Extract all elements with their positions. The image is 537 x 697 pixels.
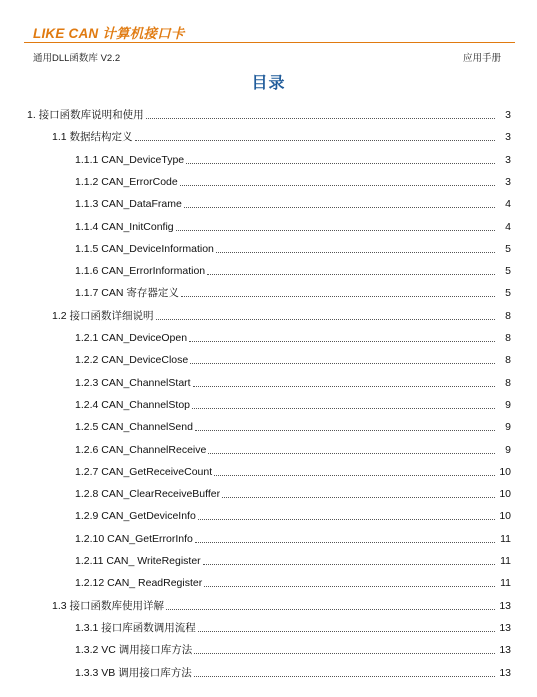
toc-entry-label: 1.3 接口函数库使用详解: [52, 599, 165, 612]
toc-entry[interactable]: [0, 256, 537, 278]
toc-entry-label: 1.1.4 CAN_InitConfig: [75, 220, 174, 233]
toc-entry[interactable]: [0, 278, 537, 300]
toc-entry-label: 1.1.3 CAN_DataFrame: [75, 198, 182, 211]
toc-entry-page: 3: [505, 153, 511, 166]
toc-entry-label: 1.3.3 VB 调用接口库方法: [75, 666, 192, 679]
header-doc-type: 应用手册: [462, 53, 501, 64]
toc-entry[interactable]: [0, 613, 537, 635]
toc-leader-dots: [195, 542, 495, 543]
toc-leader-dots: [193, 386, 495, 387]
toc-entry-page: 3: [505, 175, 511, 188]
toc-leader-dots: [181, 296, 495, 297]
toc-entry-label: 1.2.4 CAN_ChannelStop: [75, 398, 190, 411]
toc-entry-label: 1.3.1 接口库函数调用流程: [75, 621, 196, 634]
header-rule: [24, 42, 515, 43]
toc-leader-dots: [207, 274, 495, 275]
toc-entry[interactable]: [0, 501, 537, 523]
toc-entry-page: 4: [505, 220, 511, 233]
toc-entry-label: 1.1.2 CAN_ErrorCode: [75, 175, 178, 188]
toc-entry-page: 3: [505, 131, 511, 144]
toc-leader-dots: [180, 185, 495, 186]
toc-entry-label: 1.1.7 CAN 寄存器定义: [75, 287, 179, 300]
toc-entry-label: 1. 接口函数库说明和使用: [27, 109, 144, 121]
toc-leader-dots: [190, 363, 495, 364]
toc-leader-dots: [184, 207, 495, 208]
toc-leader-dots: [195, 430, 495, 431]
toc-entry-page: 11: [500, 577, 511, 590]
toc-entry[interactable]: [0, 658, 537, 680]
toc-leader-dots: [222, 497, 495, 498]
toc-entry-label: 1.2.2 CAN_DeviceClose: [75, 354, 189, 367]
toc-entry-page: 5: [505, 242, 511, 255]
toc-entry-page: 9: [505, 421, 511, 434]
toc-entry-label: 1.1.5 CAN_DeviceInformation: [75, 242, 214, 255]
toc-entry-page: 13: [499, 666, 511, 679]
toc-entry-label: 1.2.10 CAN_GetErrorInfo: [75, 532, 193, 545]
toc-entry[interactable]: [0, 323, 537, 345]
toc-entry-label: 1.1 数据结构定义: [52, 131, 133, 144]
toc-entry[interactable]: [0, 145, 537, 167]
toc-leader-dots: [189, 341, 495, 342]
toc-entry[interactable]: [0, 635, 537, 657]
header-doc-version: 通用DLL函数库 V2.2: [33, 53, 121, 64]
toc-leader-dots: [194, 676, 495, 677]
toc-leader-dots: [135, 140, 495, 141]
toc-leader-dots: [186, 163, 495, 164]
toc-leader-dots: [198, 519, 495, 520]
toc-entry-label: 1.2 接口函数详细说明: [52, 309, 154, 322]
toc-entry[interactable]: [0, 122, 537, 144]
toc-leader-dots: [204, 586, 495, 587]
toc-leader-dots: [198, 631, 495, 632]
toc-entry-page: 13: [499, 644, 511, 657]
toc-entry-page: 10: [499, 510, 511, 523]
toc-entry[interactable]: [0, 234, 537, 256]
toc-entry-page: 5: [505, 287, 511, 300]
toc-entry-label: 1.2.1 CAN_DeviceOpen: [75, 332, 188, 344]
toc-entry-page: 4: [505, 198, 511, 211]
toc-leader-dots: [192, 408, 495, 409]
toc-entry[interactable]: [0, 301, 537, 323]
toc-entry-page: 13: [499, 599, 511, 612]
toc-leader-dots: [176, 230, 495, 231]
toc-leader-dots: [194, 653, 495, 654]
toc-entry-label: 1.2.3 CAN_ChannelStart: [75, 376, 191, 389]
toc-entry-label: 1.2.9 CAN_GetDeviceInfo: [75, 510, 196, 523]
toc-leader-dots: [166, 609, 495, 610]
brand-title: LIKE CAN 计算机接口卡: [33, 26, 185, 41]
toc-entry[interactable]: [0, 524, 537, 546]
page-title: 目录: [251, 75, 286, 92]
toc-entry-label: 1.2.11 CAN_ WriteRegister: [75, 555, 201, 567]
toc-leader-dots: [208, 453, 495, 454]
toc-entry-page: 10: [499, 465, 511, 478]
toc-entry[interactable]: [0, 546, 537, 568]
toc-entry-page: 8: [505, 309, 511, 322]
toc-leader-dots: [146, 118, 495, 119]
toc-entry-page: 8: [505, 376, 511, 389]
toc-entry-page: 3: [505, 109, 511, 121]
toc-entry[interactable]: [0, 212, 537, 234]
toc-entry-page: 8: [505, 354, 511, 367]
toc-entry[interactable]: [0, 368, 537, 390]
toc-entry-label: 1.1.1 CAN_DeviceType: [75, 153, 185, 166]
toc-entry-label: 1.1.6 CAN_ErrorInformation: [75, 265, 206, 278]
toc-entry-page: 5: [505, 265, 511, 278]
toc-entry-page: 11: [500, 555, 511, 567]
toc-entry-label: 1.2.8 CAN_ClearReceiveBuffer: [75, 488, 221, 501]
toc-entry[interactable]: [0, 100, 537, 122]
toc-entry[interactable]: [0, 189, 537, 211]
toc-entry-page: 9: [505, 398, 511, 411]
toc-entry-page: 10: [499, 488, 511, 501]
toc-entry[interactable]: [0, 390, 537, 412]
toc-entry-label: 1.2.12 CAN_ ReadRegister: [75, 577, 203, 590]
toc-entry[interactable]: [0, 457, 537, 479]
toc-entry-label: 1.2.5 CAN_ChannelSend: [75, 421, 193, 434]
toc-entry-page: 8: [505, 332, 511, 344]
toc-entry[interactable]: [0, 591, 537, 613]
toc-entry[interactable]: [0, 412, 537, 434]
toc-entry[interactable]: [0, 568, 537, 590]
toc-entry-page: 13: [499, 621, 511, 634]
toc-leader-dots: [203, 564, 495, 565]
toc-entry[interactable]: [0, 479, 537, 501]
toc-leader-dots: [216, 252, 495, 253]
toc-leader-dots: [156, 319, 495, 320]
toc-leader-dots: [214, 475, 495, 476]
toc-entry-page: 11: [500, 532, 511, 545]
toc-entry-page: 9: [505, 443, 511, 456]
toc-entry[interactable]: [0, 345, 537, 367]
toc-entry-label: 1.2.6 CAN_ChannelReceive: [75, 443, 207, 456]
toc-entry-label: 1.3.2 VC 调用接口库方法: [75, 644, 193, 657]
toc-entry[interactable]: [0, 435, 537, 457]
toc-entry-label: 1.2.7 CAN_GetReceiveCount: [75, 465, 213, 478]
toc-entry[interactable]: [0, 167, 537, 189]
